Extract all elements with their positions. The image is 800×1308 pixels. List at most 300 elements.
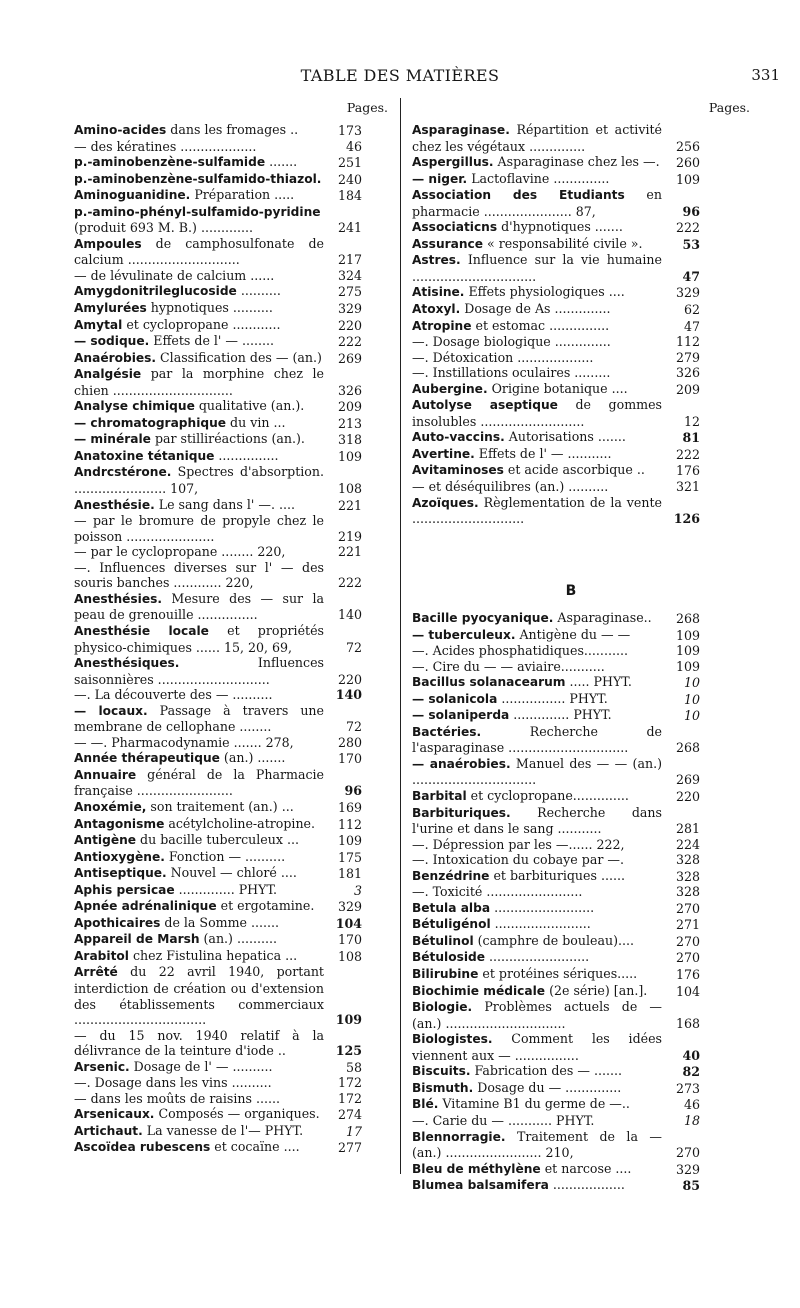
entry-page-number: 126: [673, 511, 700, 527]
entry-page-number: 109: [675, 658, 700, 674]
entry-page-number: 46: [683, 1097, 700, 1113]
index-entry: [412, 756, 700, 788]
entry-page-number: 40: [682, 1047, 700, 1063]
index-entry: [74, 415, 362, 432]
index-entry: [74, 882, 362, 899]
page-number: 331: [751, 66, 780, 84]
entry-page-number: 269: [675, 772, 700, 788]
index-entry: [74, 366, 362, 398]
page-header-title: TABLE DES MATIÈRES: [300, 66, 500, 85]
entry-page-number: 256: [675, 138, 700, 154]
entry-page-number: 109: [675, 171, 700, 187]
entry-heading: Anatoxine tétanique: [74, 448, 215, 463]
index-entry: [412, 479, 700, 495]
entry-heading: Biologie.: [412, 1000, 473, 1015]
entry-text: Effets de l' — ...........: [474, 445, 612, 461]
index-entry: [412, 900, 700, 917]
entry-page-number: 260: [675, 155, 700, 171]
entry-text: Problèmes actuels de — (an.) ..............................: [412, 999, 662, 1031]
entry-heading: Biscuits.: [412, 1064, 471, 1079]
entry-text: qualitative (an.).: [194, 398, 305, 414]
entry-heading: — anaérobies.: [412, 756, 511, 771]
entry-text: Recherche de l'asparaginase ..............................: [412, 723, 662, 756]
entry-page-number: 168: [675, 1015, 700, 1031]
entry-text: par la morphine chez le chien ..............................: [74, 366, 324, 398]
entry-text: et cyclopropane..............: [466, 788, 629, 804]
entry-page-number: 271: [675, 917, 700, 933]
entry-page-number: 220: [675, 789, 700, 805]
entry-text: Manuel des — — (an.) ...............................: [412, 755, 662, 788]
entry-text: acétylcholine-atropine.: [164, 815, 316, 831]
entry-heading: Barbituriques.: [412, 805, 511, 820]
index-entry: [412, 999, 700, 1031]
entry-heading: Anesthésies.: [74, 591, 162, 606]
entry-text: Asparaginase..: [553, 610, 652, 625]
index-entry: [412, 1031, 700, 1063]
entry-page-number: 181: [337, 866, 362, 882]
index-entry: [74, 139, 362, 155]
entry-text: Dosage de l' — ..........: [129, 1058, 273, 1074]
entry-text: Dosage du — ..............: [473, 1079, 622, 1095]
index-entry: [74, 513, 362, 544]
entry-heading: Blumea balsamifera: [412, 1178, 549, 1193]
entry-heading: Amygdonitrileglucoside: [74, 284, 237, 299]
entry-page-number: 96: [344, 783, 362, 799]
entry-heading: Annuaire: [74, 767, 137, 782]
entry-page-number: 108: [337, 481, 362, 497]
entry-page-number: 140: [337, 607, 362, 623]
index-entry: [74, 1059, 362, 1076]
entry-page-number: 329: [675, 1161, 700, 1177]
index-entry: [412, 805, 700, 837]
index-entry: [412, 1129, 700, 1161]
entry-text: Préparation .....: [190, 187, 295, 203]
entry-page-number: 222: [675, 220, 700, 236]
index-entry: [412, 252, 700, 284]
index-entry: [74, 849, 362, 866]
index-column-left: [74, 122, 362, 1156]
entry-text: hypnotiques ..........: [146, 300, 273, 316]
entry-page-number: 104: [675, 983, 700, 999]
entry-heading: Appareil de Marsh: [74, 932, 200, 947]
entry-text: et protéines sériques.....: [478, 966, 638, 982]
entry-heading: Arrêté: [74, 965, 118, 980]
index-entry: [412, 707, 700, 724]
entry-page-number: 240: [337, 171, 362, 187]
entry-heading: Andrcstérone.: [74, 465, 172, 480]
entry-text: .......: [265, 154, 298, 170]
index-entry: [74, 497, 362, 514]
entry-text: général de la Pharmacie française ........................: [74, 766, 324, 799]
entry-page-number: 324: [337, 267, 362, 283]
entry-text: (produit 693 M. B.) .............: [74, 220, 253, 236]
index-entry: [412, 381, 700, 398]
entry-heading: — solaniperda: [412, 708, 510, 723]
index-entry: [74, 865, 362, 882]
entry-page-number: 109: [335, 1012, 362, 1028]
entry-heading: Ampoules: [74, 236, 142, 251]
entry-page-number: 318: [337, 432, 362, 448]
entry-heading: Asparaginase.: [412, 123, 510, 137]
index-entry: [74, 1075, 362, 1091]
entry-text: — et déséquilibres (an.) ..........: [412, 479, 609, 495]
entry-page-number: 326: [675, 365, 700, 381]
entry-page-number: 326: [337, 382, 362, 398]
entry-heading: Arabitol: [74, 948, 129, 963]
entry-page-number: 274: [337, 1107, 362, 1123]
entry-heading: Bétulinol: [412, 933, 474, 948]
entry-text: ................ PHYT.: [497, 690, 608, 706]
entry-text: Origine botanique ....: [487, 380, 628, 396]
entry-heading: Arsenicaux.: [74, 1107, 155, 1122]
entry-page-number: 221: [337, 497, 362, 513]
entry-page-number: 62: [683, 302, 700, 318]
index-entry: [74, 283, 362, 300]
index-entry: [74, 750, 362, 767]
index-entry: [412, 966, 700, 983]
entry-heading: Apothicaires: [74, 915, 161, 930]
entry-heading: — chromatographique: [74, 415, 227, 430]
index-entry: [74, 687, 362, 703]
entry-page-number: 221: [337, 544, 362, 560]
index-entry: [74, 931, 362, 948]
entry-heading: Betula alba: [412, 900, 491, 915]
entry-page-number: 209: [337, 399, 362, 415]
entry-text: Recherche dans l'urine et dans le sang ...........: [412, 804, 662, 837]
entry-page-number: 109: [337, 448, 362, 464]
entry-heading: Bétuligénol: [412, 917, 491, 932]
index-entry: [74, 832, 362, 849]
entry-text: Effets de l' — ........: [149, 333, 275, 349]
entry-text: Mesure des — sur la peau de grenouille ...............: [74, 590, 324, 623]
entry-page-number: 328: [675, 884, 700, 900]
entry-text: et acide ascorbique ..: [503, 462, 645, 478]
entry-heading: Avertine.: [412, 446, 475, 461]
entry-heading: Arsenic.: [74, 1059, 130, 1074]
entry-page-number: 268: [675, 740, 700, 756]
entry-heading: Bilirubine: [412, 967, 479, 982]
entry-page-number: 169: [337, 799, 362, 815]
index-entry: [74, 655, 362, 687]
entry-page-number: 140: [335, 687, 362, 703]
entry-text: Vitamine B1 du germe de —..: [438, 1096, 630, 1112]
entry-text: — de lévulinate de calcium ......: [74, 267, 275, 283]
index-entry: [412, 1113, 700, 1129]
entry-page-number: 224: [675, 836, 700, 852]
entry-page-number: 270: [675, 933, 700, 949]
index-entry: [74, 333, 362, 350]
entry-page-number: 213: [337, 415, 362, 431]
entry-text: Le sang dans l' —. ....: [154, 496, 295, 512]
entry-page-number: 270: [675, 1145, 700, 1161]
entry-heading: Atropine: [412, 318, 472, 333]
index-entry: [74, 122, 362, 139]
entry-page-number: 241: [337, 220, 362, 236]
entry-text: d'hypnotiques .......: [497, 219, 623, 235]
index-entry: [412, 627, 700, 644]
entry-text: et narcose ....: [540, 1160, 632, 1176]
entry-heading: — niger.: [412, 171, 468, 186]
entry-page-number: 72: [345, 719, 362, 735]
entry-heading: — locaux.: [74, 703, 148, 718]
entry-heading: Association des Etudiants: [412, 188, 625, 203]
entry-text: de camphosulfonate de calcium ............................: [74, 235, 324, 268]
entry-text: Classification des — (an.): [156, 349, 322, 365]
entry-page-number: 222: [337, 575, 362, 591]
entry-page-number: 58: [345, 1059, 362, 1075]
entry-page-number: 251: [337, 155, 362, 171]
entry-page-number: 321: [675, 479, 700, 495]
entry-text: — des kératines ...................: [74, 138, 257, 154]
entry-page-number: 329: [337, 301, 362, 317]
entry-heading: Ascoïdea rubescens: [74, 1140, 211, 1155]
index-entry: [74, 187, 362, 204]
index-entry: [74, 431, 362, 448]
entry-heading: Bacille pyocyanique.: [412, 611, 554, 625]
entry-heading: Auto-vaccins.: [412, 430, 505, 445]
entry-text: Lactoflavine ..............: [467, 170, 610, 186]
entry-page-number: 209: [675, 381, 700, 397]
entry-heading: — solanicola: [412, 691, 498, 706]
entry-text: ..... PHYT.: [565, 674, 632, 690]
entry-heading: Bleu de méthylène: [412, 1161, 541, 1176]
entry-page-number: 273: [675, 1080, 700, 1096]
entry-page-number: 270: [675, 900, 700, 916]
entry-text: son traitement (an.) ...: [146, 798, 294, 814]
entry-text: de gommes insolubles ..........................: [412, 397, 662, 429]
entry-heading: Analgésie: [74, 367, 142, 382]
entry-page-number: 47: [682, 268, 700, 284]
index-entry: [412, 983, 700, 1000]
index-entry: [412, 350, 700, 366]
entry-heading: Antioxygène.: [74, 849, 165, 864]
entry-text: ..........: [236, 283, 281, 299]
index-entry: [412, 301, 700, 318]
entry-text: —. Instillations oculaires .........: [412, 365, 611, 381]
entry-heading: Aubergine.: [412, 381, 488, 396]
index-entry: [74, 735, 362, 751]
entry-heading: Bacillus solanacearum: [412, 675, 566, 690]
entry-heading: Assurance: [412, 236, 484, 251]
entry-text: du vin ...: [226, 414, 286, 430]
index-entry: [412, 446, 700, 463]
entry-page-number: 170: [337, 932, 362, 948]
entry-heading: Avitaminoses: [412, 463, 504, 478]
entry-heading: Antiseptique.: [74, 866, 167, 881]
entry-text: (camphre de bouleau)....: [473, 932, 635, 948]
index-entry: [74, 1139, 362, 1156]
index-entry: [412, 365, 700, 381]
index-entry: [74, 898, 362, 915]
index-entry: [412, 1080, 700, 1097]
index-entry: [412, 868, 700, 885]
entry-page-number: 328: [675, 868, 700, 884]
index-entry: [74, 448, 362, 465]
entry-heading: Amylurées: [74, 301, 147, 316]
entry-page-number: 269: [337, 350, 362, 366]
entry-heading: Aspergillus.: [412, 155, 494, 170]
entry-heading: Artichaut.: [74, 1123, 143, 1138]
entry-text: .............. PHYT.: [509, 707, 612, 723]
entry-text: (2e série) [an.].: [545, 982, 648, 998]
entry-heading: Bismuth.: [412, 1080, 474, 1095]
entry-page-number: 268: [675, 611, 700, 626]
entry-heading: Anoxémie,: [74, 799, 147, 814]
index-entry: [412, 1096, 700, 1113]
entry-page-number: 279: [675, 349, 700, 365]
entry-heading: Antagonisme: [74, 816, 165, 831]
entry-text: (an.) ..........: [199, 931, 278, 947]
entry-page-number: 329: [675, 285, 700, 301]
entry-text: —. Dosage biologique ..............: [412, 334, 611, 350]
index-entry: [412, 122, 700, 154]
entry-heading: Analyse chimique: [74, 399, 195, 414]
entry-heading: Anaérobies.: [74, 350, 157, 365]
entry-text: Traitement de la — (an.) ........................ 210,: [412, 1128, 662, 1161]
entry-page-number: 109: [675, 643, 700, 659]
entry-text: Fabrication des — .......: [470, 1063, 622, 1079]
entry-text: Effets physiologiques ....: [464, 284, 625, 300]
index-entry: [74, 204, 362, 236]
entry-text: — du 15 nov. 1940 relatif à la délivrance de la teinture d'iode ..: [74, 1027, 324, 1059]
entry-text: —. Carie du — ........... PHYT.: [412, 1112, 595, 1128]
entry-page-number: 112: [337, 816, 362, 832]
entry-text: du bacille tuberculeux ...: [136, 832, 299, 848]
entry-text: Asparaginase chez les —.: [493, 154, 660, 170]
index-entry: [412, 219, 700, 236]
entry-text: Fonction — ..........: [164, 848, 286, 864]
entry-text: Spectres d'absorption. ....................... 107,: [74, 464, 324, 497]
entry-heading: Associaticns: [412, 220, 498, 235]
entry-page-number: 10: [683, 708, 700, 724]
entry-text: Règlementation de la vente ............................: [412, 494, 662, 527]
entry-text: — —. Pharmacodynamie ....... 278,: [74, 734, 294, 750]
entry-text: .........................: [490, 899, 595, 915]
index-entry: [412, 691, 700, 708]
entry-text: Comment les idées viennent aux — ................: [412, 1031, 662, 1063]
entry-heading: Benzédrine: [412, 868, 490, 883]
entry-text: et estomac ...............: [471, 317, 610, 333]
entry-page-number: 220: [337, 671, 362, 687]
entry-text: —. La découverte des — ..........: [74, 687, 273, 703]
entry-text: Composés — organiques.: [154, 1106, 320, 1122]
entry-page-number: 173: [337, 123, 362, 138]
entry-heading: p.-aminobenzène-sulfamido-thiazol.: [74, 171, 322, 186]
entry-heading: Bétuloside: [412, 950, 486, 965]
entry-page-number: 172: [337, 1090, 362, 1106]
index-entry: [74, 703, 362, 735]
index-entry: [412, 284, 700, 301]
entry-heading: — sodique.: [74, 334, 150, 349]
entry-heading: Amino-acides: [74, 123, 167, 137]
index-entry: [412, 916, 700, 933]
index-entry: [74, 398, 362, 415]
entry-text: ........................: [490, 916, 591, 932]
entry-text: et cyclopropane ............: [122, 316, 281, 332]
entry-page-number: 220: [337, 317, 362, 333]
entry-page-number: 329: [337, 899, 362, 915]
entry-text: ..................: [548, 1177, 625, 1193]
entry-text: Passage à travers une membrane de cellophane ........: [74, 702, 324, 735]
entry-text: —. Toxicité ........................: [412, 884, 583, 900]
index-entry: [412, 334, 700, 350]
entry-text: de la Somme .......: [160, 914, 280, 930]
entry-text: La vanesse de l'— PHYT.: [142, 1122, 304, 1138]
index-entry: [74, 948, 362, 965]
index-entry: [412, 236, 700, 253]
entry-text: .............. PHYT.: [174, 881, 278, 897]
entry-page-number: 172: [337, 1075, 362, 1091]
entry-page-number: 275: [337, 284, 362, 300]
entry-text: Influence sur la vie humaine ...............................: [412, 252, 662, 284]
entry-heading: Aphis persicae: [74, 882, 175, 897]
entry-page-number: 53: [682, 236, 700, 252]
entry-page-number: 270: [675, 950, 700, 966]
entry-page-number: 277: [337, 1140, 362, 1156]
entry-page-number: 81: [682, 430, 700, 446]
index-entry: [74, 767, 362, 799]
index-entry: [74, 350, 362, 367]
entry-text: dans les fromages ..: [166, 122, 299, 137]
entry-heading: Antigène: [74, 833, 137, 848]
index-entry: [74, 544, 362, 560]
index-entry: [74, 816, 362, 833]
entry-heading: Biochimie médicale: [412, 983, 546, 998]
index-entry: [412, 171, 700, 188]
index-entry: [74, 591, 362, 623]
entry-text: —. Acides phosphatidiques...........: [412, 643, 628, 659]
index-entry: [412, 949, 700, 966]
index-entry: [412, 643, 700, 659]
entry-text: —. Dosage dans les vins ..........: [74, 1075, 272, 1091]
pages-label-left: Pages.: [346, 100, 388, 115]
index-entry: [412, 659, 700, 675]
entry-text: —. Intoxication du cobaye par —.: [412, 852, 624, 868]
entry-page-number: 217: [337, 252, 362, 268]
entry-heading: Bactéries.: [412, 724, 482, 739]
entry-heading: — tuberculeux.: [412, 627, 516, 642]
entry-text: Antigène du — —: [515, 626, 631, 642]
entry-heading: Blennorragie.: [412, 1129, 506, 1144]
index-entry: [412, 1161, 700, 1178]
entry-heading: Blé.: [412, 1097, 439, 1112]
index-entry: [412, 610, 700, 627]
index-entry: [74, 1123, 362, 1140]
entry-page-number: 10: [683, 675, 700, 691]
index-entry: [74, 964, 362, 1027]
index-entry: [412, 462, 700, 479]
index-entry: [74, 464, 362, 496]
entry-text: du 22 avril 1940, portant interdiction de création ou d'extension des établissements commerciaux .................................: [74, 964, 324, 1028]
index-entry: [412, 154, 700, 171]
index-entry: [74, 268, 362, 284]
entry-page-number: 109: [675, 627, 700, 643]
entry-page-number: 104: [335, 915, 362, 931]
index-entry: [74, 623, 362, 655]
index-entry: [74, 1028, 362, 1059]
entry-page-number: 280: [337, 734, 362, 750]
entry-page-number: 219: [337, 528, 362, 544]
entry-page-number: 108: [337, 948, 362, 964]
entry-text: — par le bromure de propyle chez le poisson ......................: [74, 513, 324, 544]
index-entry: [74, 560, 362, 591]
entry-page-number: 281: [675, 821, 700, 837]
entry-text: —. Dépression par les —...... 222,: [412, 836, 625, 852]
entry-heading: Atoxyl.: [412, 302, 461, 317]
entry-page-number: 170: [337, 751, 362, 767]
entry-text: « responsabilité civile ».: [483, 235, 643, 251]
index-entry: [412, 724, 700, 756]
